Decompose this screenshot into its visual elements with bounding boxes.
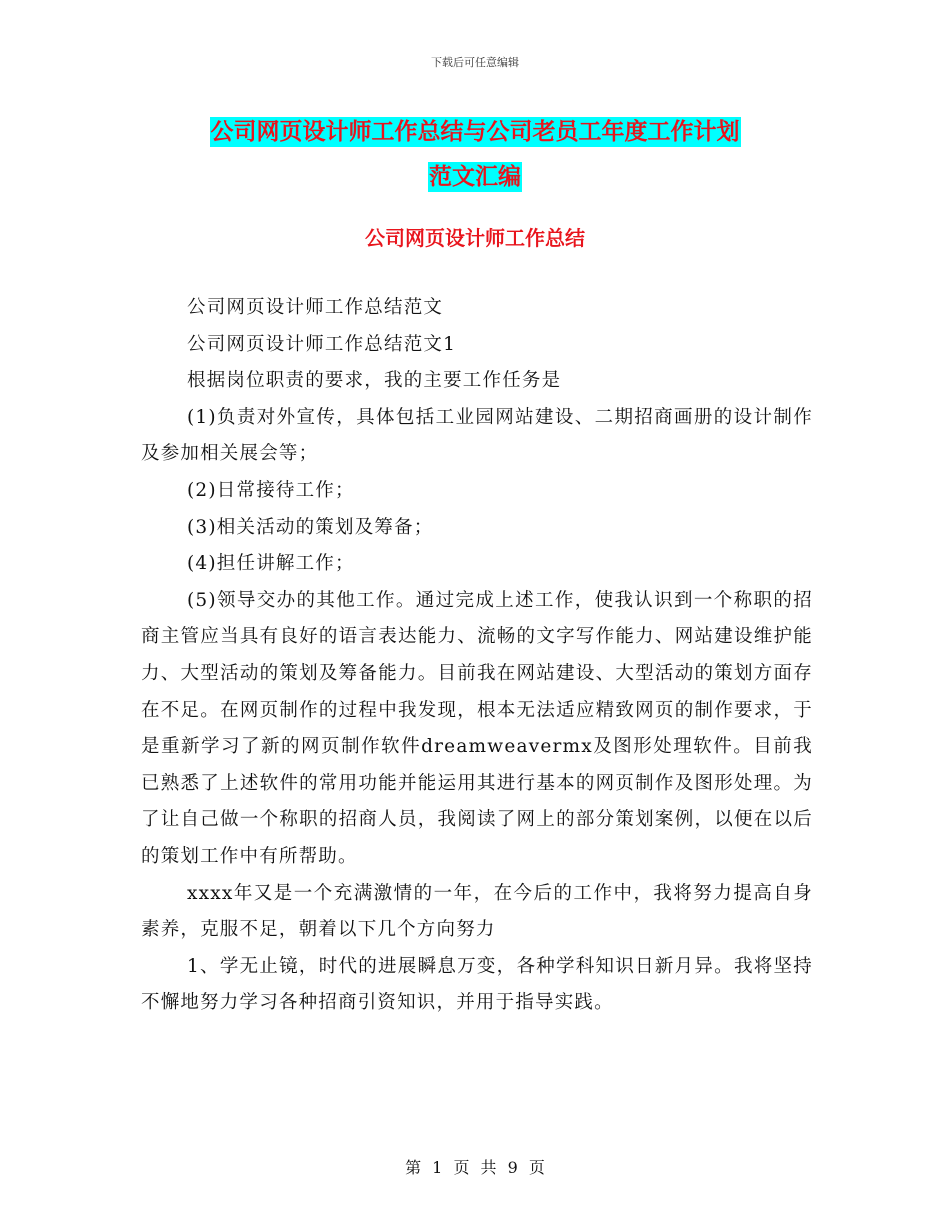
paragraph: (4)担任讲解工作； — [187, 553, 355, 575]
section-title: 公司网页设计师工作总结 — [365, 226, 585, 250]
paragraph: 公司网页设计师工作总结范文1 — [187, 333, 457, 355]
paragraph: 公司网页设计师工作总结范文 — [187, 297, 444, 318]
page-header: 下载后可任意编辑 — [431, 56, 519, 69]
paragraph: (2)日常接待工作； — [187, 479, 355, 501]
page-footer: 第 1 页 共 9 页 — [405, 1158, 545, 1177]
paragraph: (1)负责对外宣传，具体包括工业园网站建设、二期招商画册的设计制作及参加相关展会等； — [141, 406, 813, 465]
paragraph: 根据岗位职责的要求，我的主要工作任务是 — [187, 370, 562, 392]
paragraph: xxxx年又是一个充满激情的一年，在今后的工作中，我将努力提高自身素养，克服不足，朝着以下几个方向努力 — [141, 882, 813, 941]
document-title-line2-text: 范文汇编 — [429, 164, 521, 190]
document-title-line2 — [0, 158, 950, 191]
paragraph: (3)相关活动的策划及筹备； — [187, 516, 434, 538]
paragraph: 1、学无止镜，时代的进展瞬息万变，各种学科知识日新月异。我将坚持不懈地努力学习各种招商引资知识，并用于指导实践。 — [141, 955, 813, 1014]
document-title-line1 — [0, 113, 950, 146]
document-body — [141, 290, 813, 1022]
document-title-line1-text: 公司网页设计师工作总结与公司老员工年度工作计划 — [210, 119, 740, 145]
paragraph: (5)领导交办的其他工作。通过完成上述工作，使我认识到一个称职的招商主管应当具有良好的语言表达能力、流畅的文字写作能力、网站建设维护能力、大型活动的策划及筹备能力。目前我在网站建设、大型活动的策划方面存在不足。在网页制作的过程中我发现，根本无法适应精致网页的制作要求，于是重新学习了新的网页制作软件dreamweavermx及图形处理软件。目前我已熟悉了上述软件的常用功能并能运用其进行基本的网页制作及图形处理。为了让自己做一个称职的招商人员，我阅读了网上的部分策划案例，以便在以后的策划工作中有所帮助。 — [141, 589, 813, 867]
